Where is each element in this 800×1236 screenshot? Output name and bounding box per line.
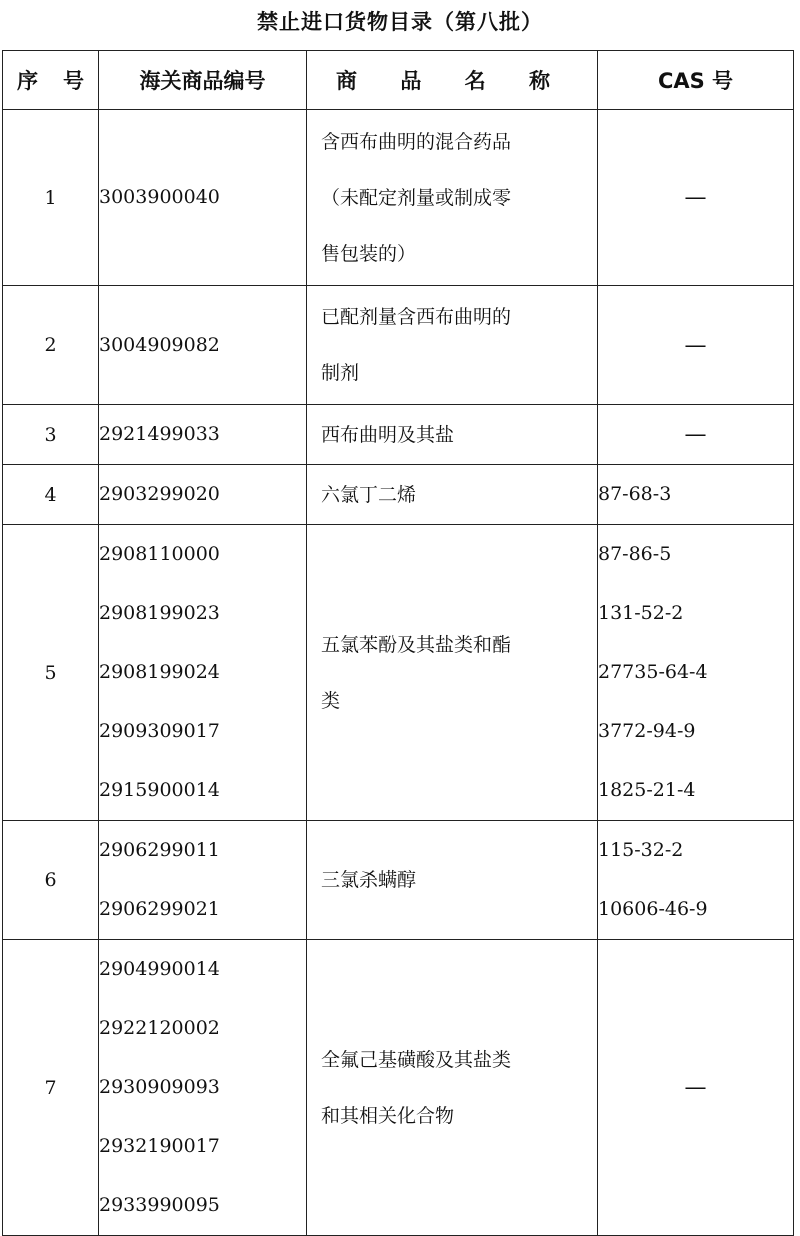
row-product-name: [307, 465, 598, 525]
customs-code: 2906299011: [99, 839, 220, 861]
product-name-line: 六氯丁二烯: [321, 483, 417, 506]
row-codes: [99, 110, 307, 286]
customs-code: 2933990095: [99, 1194, 220, 1216]
product-name-line: 三氯杀螨醇: [321, 869, 417, 891]
cas-number: 10606-46-9: [598, 898, 708, 920]
row-seq: 3: [3, 405, 99, 465]
header-row: [3, 51, 794, 110]
row-seq: 1: [3, 110, 99, 286]
product-name-line: 五氯苯酚及其盐类和酯: [321, 633, 512, 656]
customs-code: 2908110000: [99, 543, 220, 565]
row-codes: [99, 940, 307, 1236]
cas-number: 3772-94-9: [598, 720, 696, 742]
row-cas: —: [598, 110, 794, 286]
prohibited-goods-table: [2, 50, 794, 1236]
cas-number: 131-52-2: [598, 602, 684, 624]
row-cas: [598, 465, 794, 525]
customs-code: 2930909093: [99, 1076, 220, 1098]
customs-code: 2908199024: [99, 661, 220, 683]
product-name-line: 西布曲明及其盐: [321, 423, 455, 446]
table-row: [3, 110, 794, 286]
row-codes: [99, 525, 307, 821]
cas-number: 27735-64-4: [598, 661, 708, 683]
row-codes: [99, 405, 307, 465]
table-row: [3, 821, 794, 940]
table-row: [3, 525, 794, 821]
row-product-name: [307, 940, 598, 1236]
header-seq: 序 号: [3, 51, 99, 110]
cas-number: 87-68-3: [598, 483, 672, 505]
row-product-name: [307, 110, 598, 286]
product-name-line: 制剂: [321, 362, 360, 384]
row-codes: [99, 465, 307, 525]
customs-code: 3003900040: [99, 186, 220, 208]
row-seq: 5: [3, 525, 99, 821]
document-title: 禁止进口货物目录（第八批）: [257, 10, 543, 34]
product-name-line: 售包装的）: [321, 242, 417, 265]
customs-code: 2915900014: [99, 779, 220, 801]
table-row: [3, 940, 794, 1236]
row-cas: [598, 525, 794, 821]
customs-code: 3004909082: [99, 333, 220, 356]
header-name: 商 品 名 称: [307, 51, 598, 110]
customs-code: 2921499033: [99, 423, 220, 445]
product-name-line: 含西布曲明的混合药品: [321, 130, 512, 153]
table-row: [3, 405, 794, 465]
customs-code: 2903299020: [99, 483, 220, 505]
product-name-line: 已配剂量含西布曲明的: [321, 306, 512, 328]
row-cas: —: [598, 286, 794, 405]
cas-number: 87-86-5: [598, 543, 672, 565]
customs-code: 2932190017: [99, 1135, 220, 1157]
customs-code: 2922120002: [99, 1017, 220, 1039]
customs-code: 2908199023: [99, 602, 220, 624]
row-seq: 6: [3, 821, 99, 940]
product-name-line: 和其相关化合物: [321, 1104, 455, 1127]
table-body: [3, 110, 794, 1236]
table-row: [3, 465, 794, 525]
customs-code: 2909309017: [99, 720, 220, 742]
row-seq: 7: [3, 940, 99, 1236]
row-cas: [598, 821, 794, 940]
customs-code: 2906299021: [99, 898, 220, 920]
header-code: 海关商品编号: [99, 51, 307, 110]
row-seq: 2: [3, 286, 99, 405]
header-cas: CAS 号: [598, 51, 794, 110]
row-seq: 4: [3, 465, 99, 525]
row-cas: —: [598, 940, 794, 1236]
table-row: [3, 286, 794, 405]
product-name-line: 类: [321, 689, 341, 712]
cas-number: 115-32-2: [598, 839, 684, 861]
row-cas: —: [598, 405, 794, 465]
product-name-line: 全氟己基磺酸及其盐类: [321, 1048, 512, 1071]
row-product-name: [307, 405, 598, 465]
row-codes: [99, 286, 307, 405]
product-name-line: （未配定剂量或制成零: [321, 186, 512, 209]
row-product-name: [307, 286, 598, 405]
cas-number: 1825-21-4: [598, 779, 696, 801]
row-product-name: [307, 525, 598, 821]
customs-code: 2904990014: [99, 958, 220, 980]
row-product-name: [307, 821, 598, 940]
row-codes: [99, 821, 307, 940]
